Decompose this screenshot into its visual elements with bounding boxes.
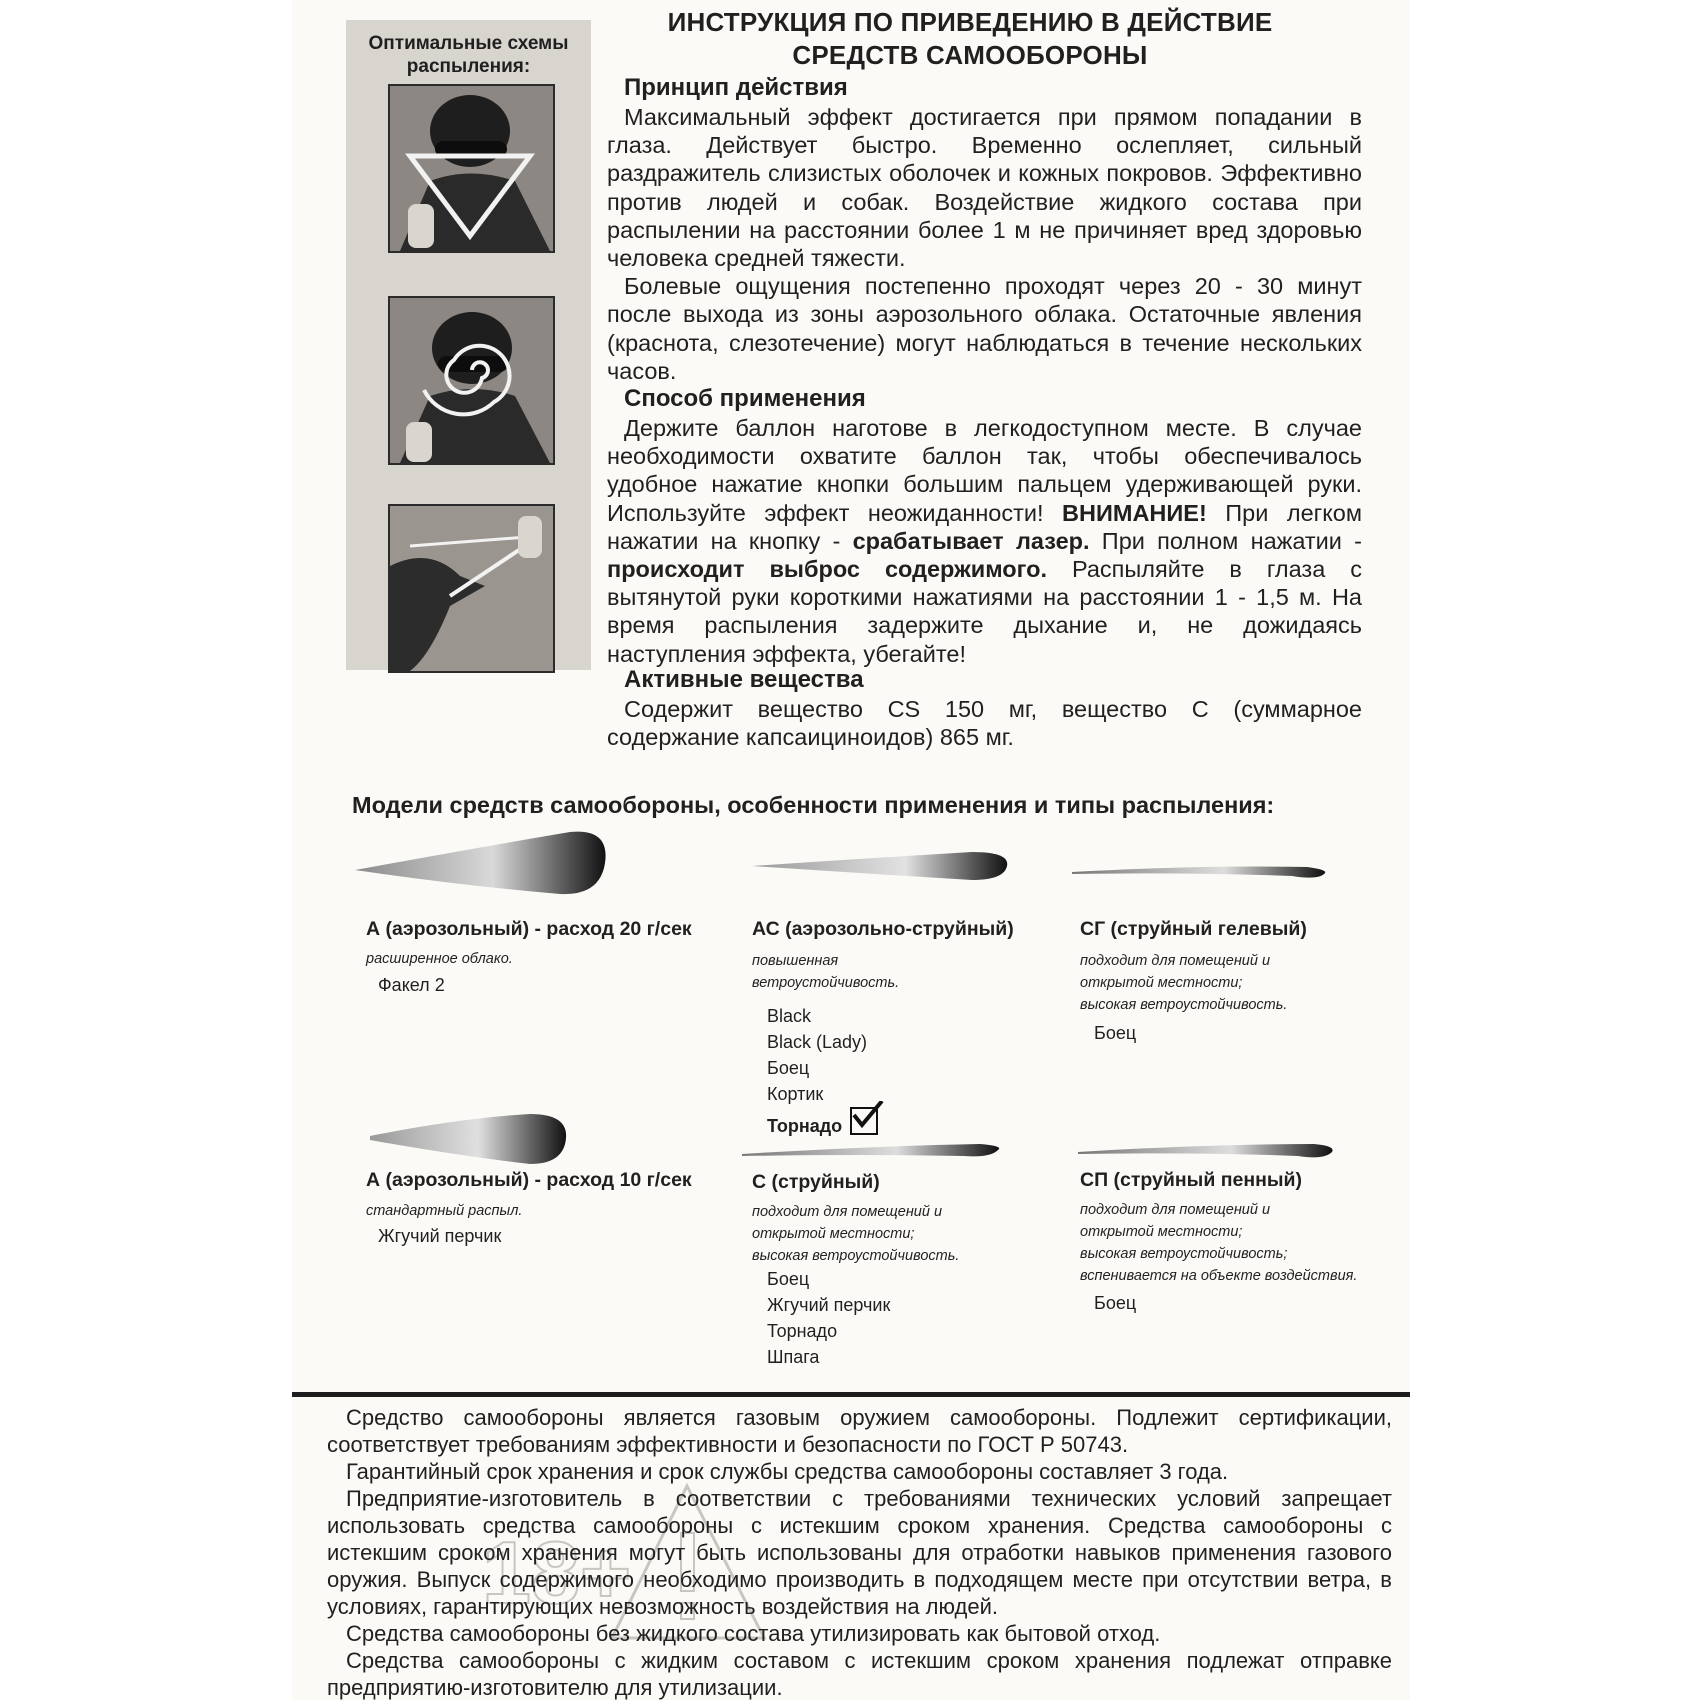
model-gel-jet-desc-line: высокая ветроустойчивость. [1080,997,1288,1013]
usage-text-part-3: При полном нажатии - [1089,527,1362,554]
panel-title-line-2: распыления: [406,56,531,77]
spiral-scheme-illustration [388,296,555,465]
model-jet-list [767,1266,890,1370]
panel-title [346,32,591,78]
list-item: Торнадо [767,1321,838,1341]
usage-heading: Способ применения [624,385,866,412]
list-item-highlighted [767,1107,878,1139]
principle-heading: Принцип действия [624,74,848,101]
footer-paragraph: Гарантийный срок хранения и срок службы средства самообороны составляет 3 года. [346,1459,1229,1484]
list-item: Факел 2 [378,975,445,995]
list-item: Боец [1094,1293,1137,1313]
model-foam-jet-desc-line: подходит для помещений и [1080,1202,1271,1218]
model-aerosol-20-desc-line: расширенное облако. [366,951,513,967]
model-foam-jet-desc-line: открытой местности; [1080,1224,1243,1240]
list-item: Боец [767,1058,810,1078]
footer-paragraph: Средства самообороны с жидким составом с истекшим сроком хранения подлежат отправке предприятию-изготовителю для утилизации. [327,1648,1392,1700]
list-item: Боец [767,1269,810,1289]
model-aerosol-jet-description [752,950,899,994]
model-aerosol-20-list [378,972,445,998]
model-jet-title: С (струйный) [752,1171,880,1193]
title-line-1: ИНСТРУКЦИЯ ПО ПРИВЕДЕНИЮ В ДЕЙСТВИЕ [667,7,1273,37]
model-foam-jet-list [1094,1290,1136,1316]
principle-text [607,103,1362,385]
model-aerosol-10-desc-line: стандартный распыл. [366,1203,523,1219]
model-gel-jet-desc-line: открытой местности; [1080,975,1243,991]
triangle-scheme-illustration [388,84,555,253]
active-substances-text [607,695,1362,751]
footer-paragraph: Средства самообороны без жидкого состава утилизировать как бытовой отход. [346,1621,1161,1646]
document-title [610,6,1330,72]
model-jet-desc-line: подходит для помещений и [752,1204,943,1220]
list-item: Шпага [767,1347,820,1367]
highlighted-model-name: Торнадо [767,1116,843,1136]
footer-paragraph: Предприятие-изготовитель в соответствии с требованиями технических условий запрещает использовать средства самообороны с истекшим сроком хранения. Средства самообороны с истекшим сроком хранения могут быть использованы для отработки навыков применения газового оружия. Выпуск содержимого необходимо производить в подходящем месте при отсутствии ветра, в условиях, гарантирующих невозможность воздействия на людей. [327,1486,1392,1619]
model-jet-desc-line: открытой местности; [752,1226,915,1242]
model-aerosol-jet-title: АС (аэрозольно-струйный) [752,918,1014,940]
model-aerosol-jet-desc-line: ветроустойчивость. [752,975,900,991]
model-aerosol-10-description [366,1200,522,1222]
section-divider [292,1392,1410,1397]
usage-text-part-1: Держите баллон наготове в легкодоступном месте. В случае необходимости охватите баллон так, чтобы обеспечивалось удобное нажатие кнопки большим пальцем удерживающей руки. Используйте эффект неожиданности! [607,415,1362,526]
spray-shape-jet [742,1140,1004,1162]
principle-paragraph-2: Болевые ощущения постепенно проходят через 20 - 30 минут после выхода из зоны аэрозольного облака. Остаточные явления (краснота, слезотечение) могут наблюдаться в течение нескольких часов. [607,273,1362,384]
list-item: Жгучий перчик [378,1226,502,1246]
model-foam-jet-title: СП (струйный пенный) [1080,1169,1303,1191]
spray-shape-aerosol-wide [355,828,610,898]
model-aerosol-10-title: А (аэрозольный) - расход 10 г/сек [366,1169,692,1191]
list-item: Боец [1094,1023,1137,1043]
title-line-2: СРЕДСТВ САМООБОРОНЫ [792,40,1148,70]
model-foam-jet-desc-line: вспенивается на объекте воздействия. [1080,1268,1358,1284]
spray-shape-gel-jet [1072,862,1330,884]
model-aerosol-10-list [378,1223,501,1249]
model-aerosol-jet-list [767,1003,878,1139]
laser-note: срабатывает лазер. [852,527,1090,554]
models-heading: Модели средств самообороны, особенности применения и типы распыления: [352,792,1275,818]
model-gel-jet-list [1094,1020,1136,1046]
model-gel-jet-description [1080,950,1287,1016]
model-jet-desc-line: высокая ветроустойчивость. [752,1248,960,1264]
checkmark-icon [850,1107,878,1135]
usage-text-part-2: При легком нажатии на кнопку - [607,499,1362,554]
usage-text [607,414,1362,668]
model-aerosol-20-title: А (аэрозольный) - расход 20 г/сек [366,918,692,940]
discharge-note: происходит выброс содержимого. [607,556,1047,583]
footer-legal-text [327,1404,1392,1701]
model-jet-description [752,1201,959,1267]
model-aerosol-jet-desc-line: повышенная [752,953,839,969]
list-item: Жгучий перчик [767,1295,891,1315]
spray-shape-aerosol-jet [752,848,1012,884]
spray-shape-foam-jet [1078,1140,1336,1164]
active-substances-heading: Активные вещества [624,666,864,693]
attention-label: ВНИМАНИЕ! [1062,499,1207,526]
list-item: Black (Lady) [767,1032,868,1052]
footer-paragraph: Средство самообороны является газовым оружием самообороны. Подлежит сертификации, соответствует требованиям эффективности и безопасности по ГОСТ Р 50743. [327,1405,1392,1457]
active-substances-paragraph: Содержит вещество CS 150 мг, вещество С (суммарное содержание капсаициноидов) 865 мг. [607,696,1362,751]
dog-scheme-illustration [388,504,555,673]
spray-shape-aerosol-standard [370,1112,570,1168]
age-rating-mark: 18+ [482,1523,632,1622]
model-foam-jet-description [1080,1199,1357,1287]
panel-title-line-1: Оптимальные схемы [368,33,569,54]
model-gel-jet-desc-line: подходит для помещений и [1080,953,1271,969]
principle-paragraph-1: Максимальный эффект достигается при прямом попадании в глаза. Действует быстро. Временно ослепляет, сильный раздражитель слизистых оболочек и кожных покровов. Эффективно против людей и собак. Воздействие жидкого состава при распылении на расстоянии более 1 м не причиняет вред здоровью человека средней тяжести. [607,104,1362,272]
list-item: Black [767,1006,812,1026]
model-aerosol-20-description [366,948,513,970]
spray-schemes-panel [346,20,591,670]
usage-text-part-4: Распыляйте в глаза с вытянутой руки короткими нажатиями на расстоянии 1 - 1,5 м. На время распыления задержите дыхание и, не дожидаясь наступления эффекта, убегайте! [607,556,1362,667]
model-gel-jet-title: СГ (струйный гелевый) [1080,918,1307,940]
list-item: Кортик [767,1084,824,1104]
model-foam-jet-desc-line: высокая ветроустойчивость; [1080,1246,1288,1262]
